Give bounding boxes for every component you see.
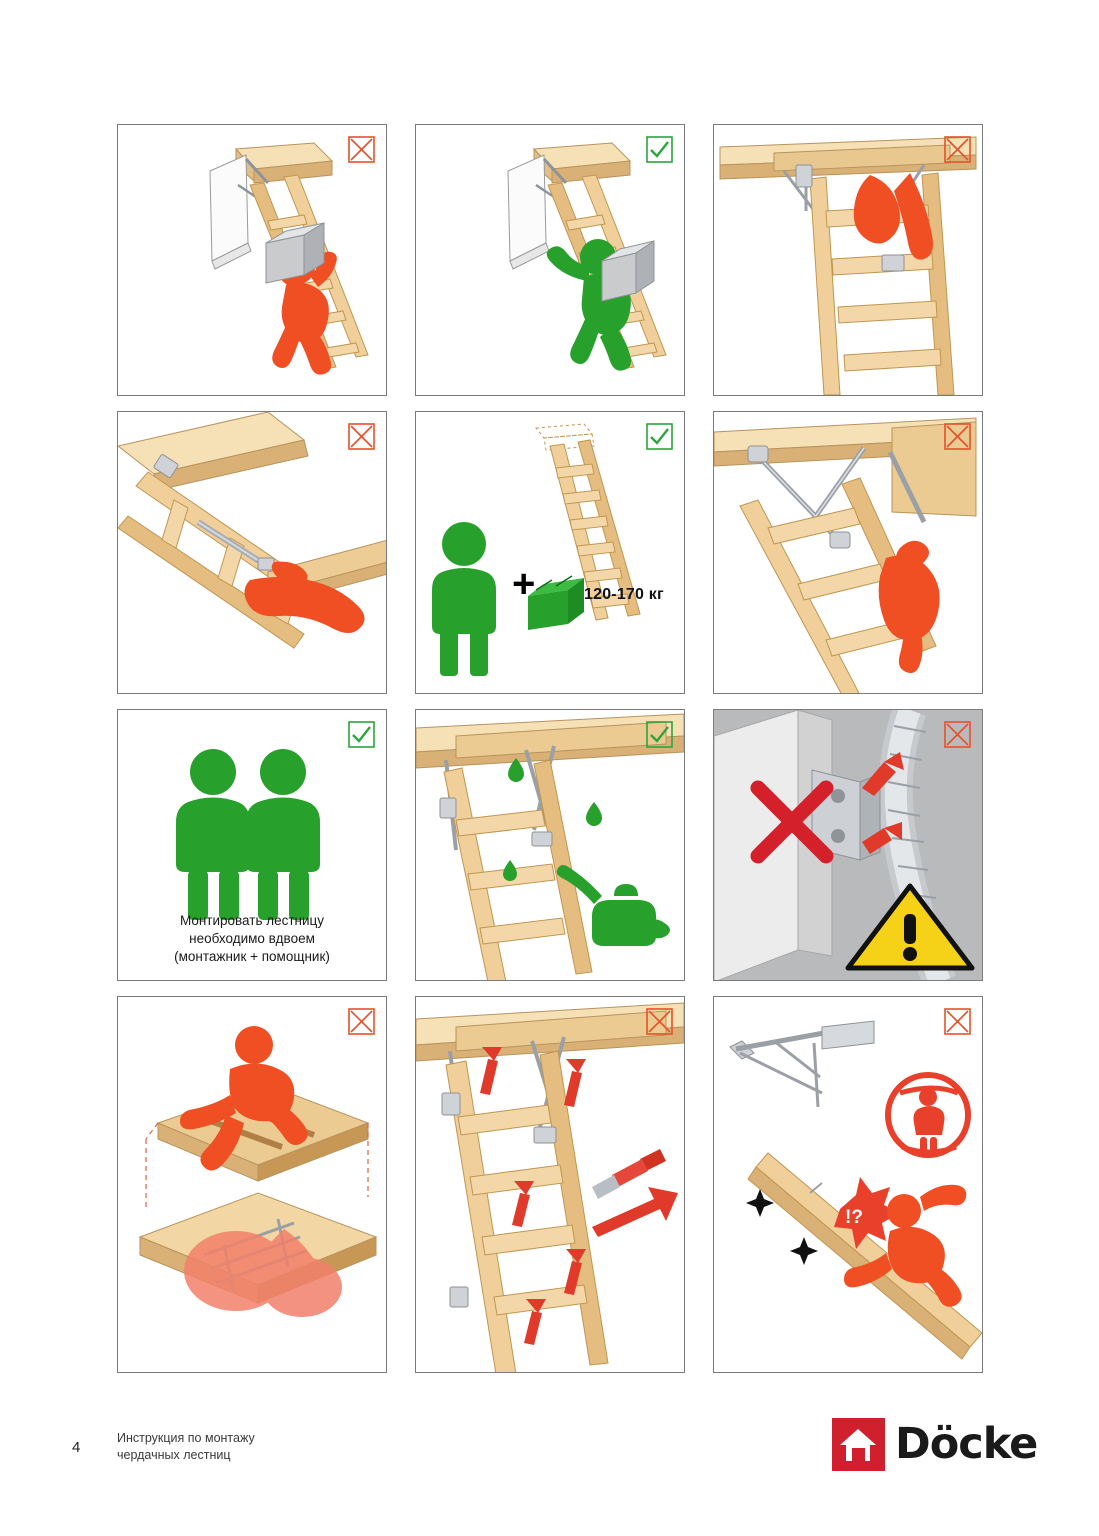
forbidden-badge xyxy=(944,423,971,450)
brand-name: Döcke xyxy=(895,1419,1038,1469)
forbidden-badge xyxy=(944,1008,971,1035)
allowed-badge xyxy=(646,136,673,163)
panel-10 xyxy=(117,996,387,1373)
panel-6 xyxy=(713,411,983,694)
illustration-grid xyxy=(117,124,982,1361)
forbidden-badge xyxy=(944,721,971,748)
caption-line-2: необходимо вдвоем xyxy=(189,931,315,946)
panel-8 xyxy=(415,709,685,981)
panel-3 xyxy=(713,124,983,396)
load-label: 120-170 кг xyxy=(584,586,664,603)
page-footer xyxy=(0,1400,1099,1490)
docke-house-icon xyxy=(832,1418,885,1471)
burst-label: !? xyxy=(845,1207,863,1228)
plus-sign: + xyxy=(512,562,536,606)
panel-7 xyxy=(117,709,387,981)
allowed-badge xyxy=(646,721,673,748)
panel-11 xyxy=(415,996,685,1373)
panel-2 xyxy=(415,124,685,396)
footer-title xyxy=(117,1430,255,1464)
allowed-badge xyxy=(646,423,673,450)
page-number: 4 xyxy=(72,1439,81,1456)
panel-5 xyxy=(415,411,685,694)
caption-line-3: (монтажник + помощник) xyxy=(174,949,330,964)
brand-logo xyxy=(832,1416,1037,1472)
forbidden-badge xyxy=(646,1008,673,1035)
panel-7-caption xyxy=(118,912,386,966)
footer-line-2: чердачных лестниц xyxy=(117,1448,231,1462)
forbidden-badge xyxy=(944,136,971,163)
forbidden-badge xyxy=(348,136,375,163)
forbidden-badge xyxy=(348,423,375,450)
panel-1 xyxy=(117,124,387,396)
panel-4 xyxy=(117,411,387,694)
allowed-badge xyxy=(348,721,375,748)
forbidden-badge xyxy=(348,1008,375,1035)
panel-12 xyxy=(713,996,983,1373)
footer-line-1: Инструкция по монтажу xyxy=(117,1431,255,1445)
panel-9 xyxy=(713,709,983,981)
caption-line-1: Монтировать лестницу xyxy=(179,913,325,928)
